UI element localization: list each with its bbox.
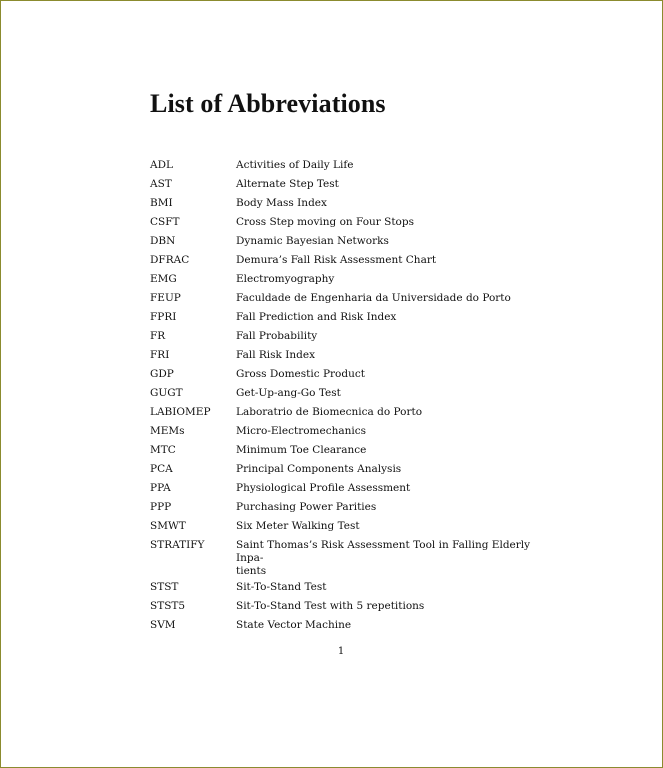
abbreviation-code: GUGT <box>150 387 183 399</box>
abbreviation-row-stratify <box>150 536 545 578</box>
abbreviation-definition: Purchasing Power Parities <box>236 501 377 513</box>
abbreviation-definition: Sit-To-Stand Test <box>236 581 327 593</box>
abbreviation-definition: Saint Thomas’s Risk Assessment Tool in Falling Elderly Inpa- tients <box>236 539 531 577</box>
abbreviation-row-ppp <box>150 498 545 517</box>
abbreviation-definition: Alternate Step Test <box>236 178 339 190</box>
page-number: 1 <box>337 646 345 657</box>
abbreviation-definition: Activities of Daily Life <box>236 159 354 171</box>
abbreviation-row-mtc <box>150 441 545 460</box>
abbreviation-code: ADL <box>150 159 173 171</box>
abbreviation-code: SVM <box>150 619 176 631</box>
abbreviation-row-dfrac <box>150 251 545 270</box>
abbreviation-code: DFRAC <box>150 254 190 266</box>
abbreviation-row-bmi <box>150 194 545 213</box>
abbreviation-definition: Fall Probability <box>236 330 318 342</box>
abbreviation-row-dbn <box>150 232 545 251</box>
abbreviation-definition: Minimum Toe Clearance <box>236 444 367 456</box>
abbreviation-code: FEUP <box>150 292 181 304</box>
abbreviation-code: SMWT <box>150 520 186 532</box>
abbreviation-row-fr <box>150 327 545 346</box>
abbreviation-code: FRI <box>150 349 170 361</box>
abbreviation-code: LABIOMEP <box>150 406 211 418</box>
abbreviation-row-csft <box>150 213 545 232</box>
abbreviation-definition: Dynamic Bayesian Networks <box>236 235 389 247</box>
abbreviations-list <box>150 156 545 635</box>
abbreviation-code: PCA <box>150 463 173 475</box>
abbreviation-definition: Physiological Profile Assessment <box>236 482 411 494</box>
abbreviation-code: GDP <box>150 368 174 380</box>
abbreviation-code: PPP <box>150 501 172 513</box>
abbreviation-definition: Principal Components Analysis <box>236 463 402 475</box>
abbreviation-row-adl <box>150 156 545 175</box>
abbreviation-row-stst <box>150 578 545 597</box>
abbreviation-row-labiomep <box>150 403 545 422</box>
abbreviation-row-pca <box>150 460 545 479</box>
abbreviation-definition: Sit-To-Stand Test with 5 repetitions <box>236 600 425 612</box>
abbreviation-code: STRATIFY <box>150 539 205 551</box>
abbreviation-row-gugt <box>150 384 545 403</box>
abbreviation-definition: Body Mass Index <box>236 197 327 209</box>
abbreviation-code: BMI <box>150 197 173 209</box>
abbreviation-definition: Get-Up-ang-Go Test <box>236 387 341 399</box>
abbreviation-definition: Electromyography <box>236 273 335 285</box>
abbreviation-code: STST <box>150 581 179 593</box>
abbreviation-definition: Six Meter Walking Test <box>236 520 360 532</box>
abbreviation-code: PPA <box>150 482 171 494</box>
abbreviation-code: MEMs <box>150 425 185 437</box>
abbreviation-row-ppa <box>150 479 545 498</box>
abbreviation-row-gdp <box>150 365 545 384</box>
abbreviation-code: MTC <box>150 444 176 456</box>
abbreviation-row-svm <box>150 616 545 635</box>
abbreviation-row-emg <box>150 270 545 289</box>
abbreviation-definition: Gross Domestic Product <box>236 368 365 380</box>
abbreviation-code: STST5 <box>150 600 186 612</box>
abbreviation-definition: State Vector Machine <box>236 619 352 631</box>
abbreviation-row-stst5 <box>150 597 545 616</box>
abbreviation-definition: Laboratrio de Biomecnica do Porto <box>236 406 423 418</box>
abbreviation-code: AST <box>150 178 172 190</box>
abbreviation-definition: Micro-Electromechanics <box>236 425 367 437</box>
abbreviation-row-fpri <box>150 308 545 327</box>
abbreviation-row-mems <box>150 422 545 441</box>
abbreviation-row-feup <box>150 289 545 308</box>
abbreviation-definition: Fall Risk Index <box>236 349 316 361</box>
abbreviation-code: CSFT <box>150 216 180 228</box>
abbreviation-row-fri <box>150 346 545 365</box>
abbreviation-code: DBN <box>150 235 176 247</box>
abbreviation-definition: Demura’s Fall Risk Assessment Chart <box>236 254 437 266</box>
page-title: List of Abbreviations <box>150 89 386 118</box>
abbreviation-definition: Fall Prediction and Risk Index <box>236 311 397 323</box>
abbreviation-definition: Faculdade de Engenharia da Universidade do Porto <box>236 292 511 304</box>
abbreviation-code: EMG <box>150 273 177 285</box>
abbreviation-code: FR <box>150 330 166 342</box>
abbreviation-row-smwt <box>150 517 545 536</box>
abbreviation-row-ast <box>150 175 545 194</box>
abbreviation-code: FPRI <box>150 311 177 323</box>
abbreviation-definition: Cross Step moving on Four Stops <box>236 216 414 228</box>
